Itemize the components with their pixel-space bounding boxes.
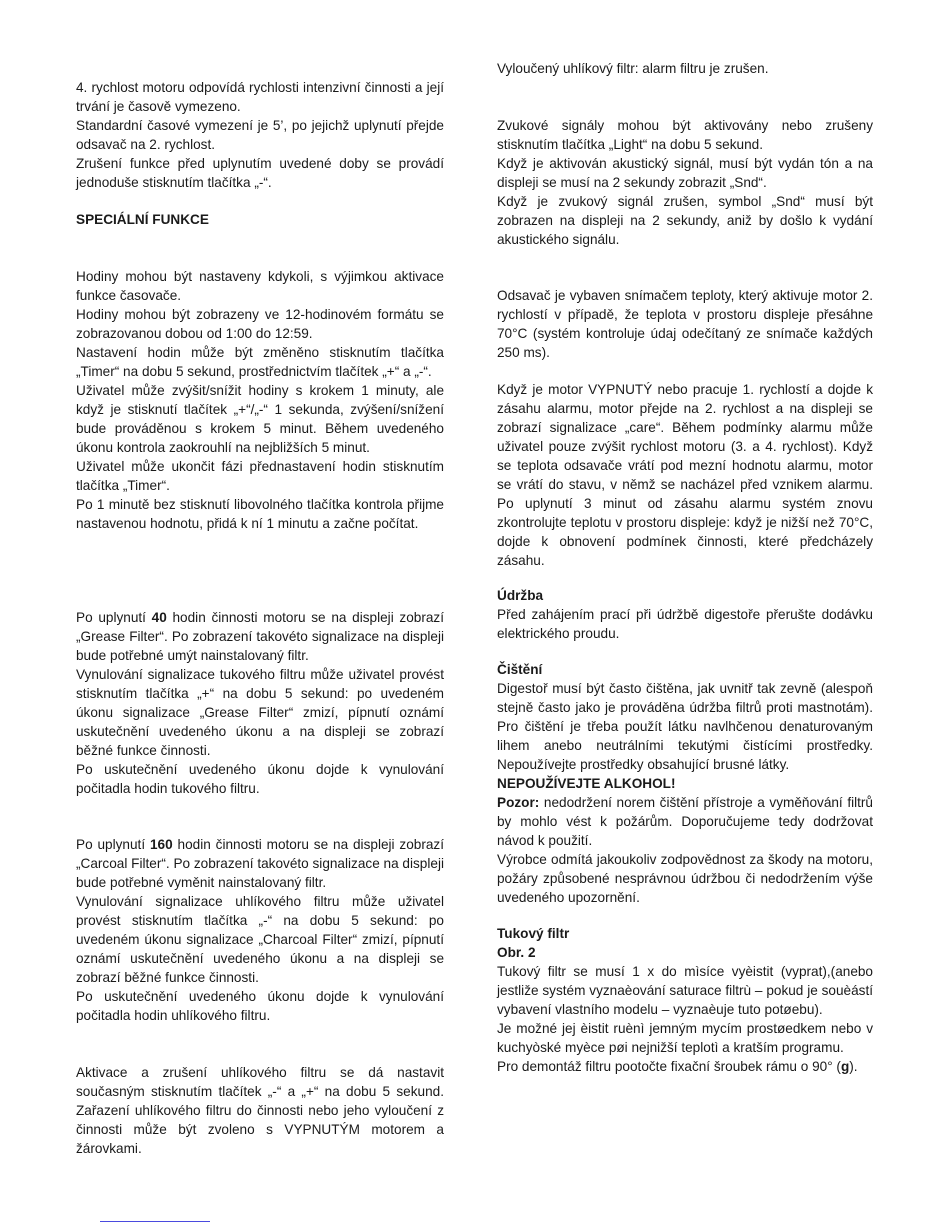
- special-functions-heading-block: [76, 210, 444, 229]
- paragraph: Zrušení funkce před uplynutím uvedené doby se provádí jednoduše stisknutím tlačítka „-“.: [76, 156, 444, 190]
- paragraph: Výrobce odmítá jakoukoliv zodpovědnost za škody na motoru, požáry způsobené nesprávnou údržbou či nedodržením výše uvedeného upozornění.: [497, 852, 873, 905]
- text-span: hodin činnosti motoru se na displeji zobrazí „Carcoal Filter“. Po zobrazení takovéto signalizace na displeji bude potřebné vyměnit nainstalovaný filtr.: [76, 837, 445, 890]
- paragraph: Aktivace a zrušení uhlíkového filtru se dá nastavit současným stisknutím tlačítek „-“ a „+“ na dobu 5 sekund. Zařazení uhlíkového filtru do činnosti nebo jeho vyloučení z činnosti může být zvoleno s VYPNUTÝM motorem a žárovkami.: [76, 1065, 444, 1156]
- paragraph: Hodiny mohou být zobrazeny ve 12-hodinovém formátu se zobrazovanou dobou od 1:00 do 12:59.: [76, 307, 444, 341]
- text-span: Pro demontáž filtru pootočte fixační šroubek rámu o 90° (: [497, 1059, 841, 1074]
- paragraph: Vyloučený uhlíkový filtr: alarm filtru je zrušen.: [497, 61, 769, 76]
- paragraph: Uživatel může ukončit fázi přednastavení hodin stisknutím tlačítka „Timer“.: [76, 459, 444, 493]
- grease-filter-alarm-block: [76, 608, 444, 798]
- hours-value: 160: [149, 837, 173, 852]
- text-span: Po uplynutí: [76, 837, 150, 852]
- maintenance-block: [497, 586, 873, 643]
- temperature-alarm-block: [497, 380, 873, 570]
- cleaning-block: [497, 660, 873, 907]
- paragraph: [76, 608, 444, 665]
- text-span: ).: [849, 1059, 858, 1074]
- carbon-activation-block: [76, 1063, 444, 1158]
- footnote-separator: [100, 1221, 210, 1222]
- hours-value: 40: [151, 610, 167, 625]
- paragraph: Když je zvukový signál zrušen, symbol „Snd“ musí být zobrazen na displeji na 2 sekundy, aniž by došlo k vydání akustického signálu.: [497, 194, 873, 247]
- section-heading: Údržba: [497, 588, 544, 603]
- paragraph: Hodiny mohou být nastaveny kdykoli, s výjimkou aktivace funkce časovače.: [76, 269, 444, 303]
- paragraph: Když je aktivován akustický signál, musí být vydán tón a na displeji se musí na 2 sekundy zobrazit „Snd“.: [497, 156, 873, 190]
- paragraph: Tukový filtr se musí 1 x do mìsíce vyèistit (vyprat),(anebo jestliže systém vyznaèování saturace filtrù – pokud je souèástí vybavení vlastního modelu – vyznaèuje tuto potøebu).: [497, 964, 873, 1017]
- paragraph: Vynulování signalizace uhlíkového filtru může uživatel provést stisknutím tlačítka „-“ na dobu 5 sekund: po uvedeném úkonu signalizace „Charcoal Filter“ zmizí, pípnutí oznámí uskutečnění uvedeného úkonu a na displeji se zobrazí běžné funkce činnosti.: [76, 894, 444, 985]
- paragraph: Uživatel může zvýšit/snížit hodiny s krokem 1 minuty, ale když je stisknutí tlačítek „+“/„-“ 1 sekunda, zvýšení/snížení bude prováděnou s krokem 5 minut. Během uvedeného úkonu kontrola zaokrouhlí na nejbližších 5 minut.: [76, 383, 444, 455]
- no-alcohol-warning: NEPOUŽÍVEJTE ALKOHOL!: [497, 776, 676, 791]
- paragraph: Digestoř musí být často čištěna, jak uvnitř tak zevně (alespoň stejně často jako je prováděna údržba filtrů proti mastnotám). Pro čištění je třeba použít látku navlhčenou denaturovaným lihem anebo neutrálními tekutými čistícími prostředky. Nepoužívejte prostředky obsahující brusné látky.: [497, 681, 873, 772]
- warning-label: Pozor:: [497, 795, 540, 810]
- paragraph: Odsavač je vybaven snímačem teploty, který aktivuje motor 2. rychlostí v případě, že teplota v prostoru displeje přesáhne 70°C (systém kontroluje údaj odečítaný ze snímače každých 250 ms).: [497, 288, 873, 360]
- paragraph: Zvukové signály mohou být aktivovány nebo zrušeny stisknutím tlačítka „Light“ na dobu 5 sekund.: [497, 118, 873, 152]
- paragraph: Když je motor VYPNUTÝ nebo pracuje 1. rychlostí a dojde k zásahu alarmu, motor přejde na 2. rychlost a na displeji se zobrazí signalizace „care“. Během podmínky alarmu může uživatel pouze zvýšit rychlost motoru (3. a 4. rychlost). Když se teplota odsavače vrátí pod mezní hodnotu alarmu, motor se vrátí do stavu, v němž se nacházel před vznikem alarmu. Po uplynutí 3 minut od zásahu alarmu systém znovu zkontrolujte teplotu v prostoru displeje: když je nižší než 70°C, dojde k obnovení podmínek činnosti, které předcházely zásahu.: [497, 382, 873, 568]
- sound-signals-block: [497, 116, 873, 249]
- temperature-sensor-block: [497, 286, 873, 362]
- paragraph: Nastavení hodin může být změněno stisknutím tlačítka „Timer“ na dobu 5 sekund, prostřednictvím tlačítek „+“ a „-“.: [76, 345, 444, 379]
- text-span: nedodržení norem čištění přístroje a vyměňování filtrů by mohlo vést k požárům. Doporučujeme tedy dodržovat návod k použití.: [497, 795, 873, 848]
- paragraph: Je možné jej èistit ruènì jemným mycím prostøedkem nebo v kuchyòské myèce pøi nejnižší teplotì a kratším programu.: [497, 1021, 873, 1055]
- speed-intro-block: [76, 78, 444, 192]
- paragraph: Po uskutečnění uvedeného úkonu dojde k vynulování počitadla hodin tukového filtru.: [76, 762, 444, 796]
- grease-filter-block: [497, 924, 873, 1076]
- paragraph: [497, 793, 873, 850]
- paragraph: 4. rychlost motoru odpovídá rychlosti intenzivní činnosti a její trvání je časově vymezeno.: [76, 80, 444, 114]
- carbon-filter-alarm-block: [76, 835, 444, 1025]
- figure-label: Obr. 2: [497, 945, 536, 960]
- paragraph: Vynulování signalizace tukového filtru může uživatel provést stisknutím tlačítka „+“ na dobu 5 sekund: po uvedeném úkonu signalizace „Grease Filter“ zmizí, pípnutí oznámí uskutečnění uvedeného úkonu a na displeji se zobrazí běžné funkce činnosti.: [76, 667, 444, 758]
- clock-block: [76, 267, 444, 533]
- section-heading: SPECIÁLNÍ FUNKCE: [76, 212, 209, 227]
- figure-ref: g: [840, 1059, 850, 1074]
- text-span: hodin činnosti motoru se na displeji zobrazí „Grease Filter“. Po zobrazení takovéto signalizace na displeji bude potřebné umýt nainstalovaný filtr.: [76, 610, 444, 663]
- paragraph: Standardní časové vymezení je 5’, po jejichž uplynutí přejde odsavač na 2. rychlost.: [76, 118, 444, 152]
- paragraph: [497, 1057, 873, 1076]
- paragraph: Po uskutečnění uvedeného úkonu dojde k vynulování počitadla hodin uhlíkového filtru.: [76, 989, 444, 1023]
- paragraph: Po 1 minutě bez stisknutí libovolného tlačítka kontrola přijme nastavenou hodnotu, přidá k ní 1 minutu a začne počítat.: [76, 497, 444, 531]
- text-span: Po uplynutí: [76, 610, 152, 625]
- paragraph: [76, 835, 444, 892]
- paragraph: Před zahájením prací při údržbě digestoře přerušte dodávku elektrického proudu.: [497, 607, 873, 641]
- excluded-filter-block: [497, 59, 873, 78]
- section-heading: Tukový filtr: [497, 926, 570, 941]
- section-heading: Čištění: [497, 662, 543, 677]
